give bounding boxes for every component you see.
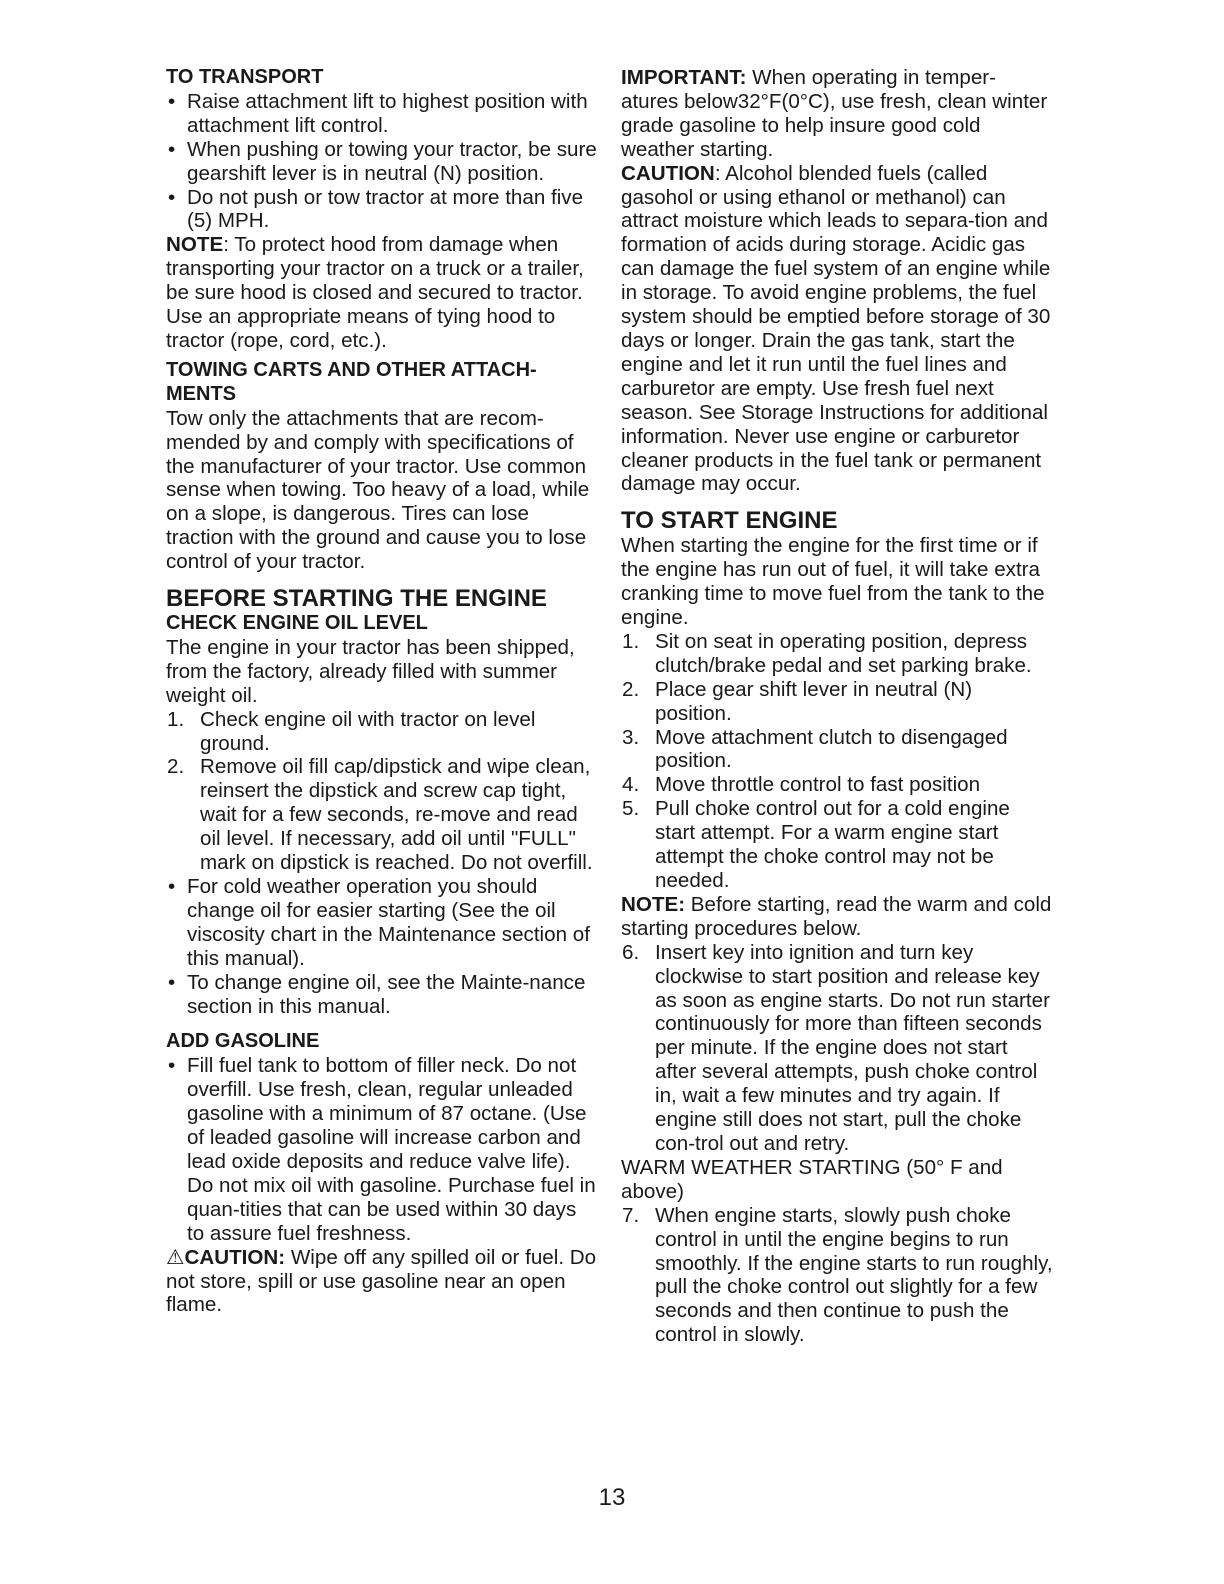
- page-number: 13: [598, 1484, 626, 1511]
- step-text: Check engine oil with tractor on level ground.: [200, 707, 536, 755]
- list-item: [621, 797, 1053, 893]
- transport-note: [166, 233, 598, 353]
- step-text: When engine starts, slowly push choke control in until the engine begins to run smoothly. If the engine starts to run roughly, pull the choke control out slightly for a few seconds and then continue to push the control in slowly.: [655, 1203, 1053, 1347]
- note-text: Before starting, read the warm and cold starting procedures below.: [621, 892, 1052, 940]
- gasoline-caution: [166, 1246, 598, 1318]
- step-text: Place gear shift lever in neutral (N) position.: [655, 677, 973, 725]
- check-oil-subheading: CHECK ENGINE OIL LEVEL: [166, 612, 428, 635]
- list-item: [621, 678, 1053, 726]
- caution-text: : Alcohol blended fuels (called gasohol or using ethanol or methanol) can attract moisture which leads to separa-tion and formation of acids during storage. Acidic gas can damage the fuel system of an engine while in storage. To avoid engine problems, the fuel system should be emptied before storage of 30 days or longer. Drain the gas tank, start the engine and let it run until the fuel lines and carburetor are empty. Use fresh fuel next season. See Storage Instructions for additional information. Never use engine or carburetor cleaner products in the fuel tank or permanent damage may occur.: [621, 161, 1051, 496]
- list-item: [621, 1204, 1053, 1347]
- step-text: Sit on seat in operating position, depress clutch/brake pedal and set parking brake.: [655, 629, 1032, 677]
- caution-label: CAUTION:: [184, 1245, 286, 1269]
- towing-text: Tow only the attachments that are recom-mended by and comply with specifications of the manufacturer of your tractor. Use common sense when towing. Too heavy of a load, while on a slope, is dangerous. Tires can lose traction with the ground and cause you to lose control of your tractor.: [166, 406, 590, 574]
- note-label: NOTE: [166, 233, 224, 257]
- step-number: 2.: [167, 755, 185, 779]
- list-item: [621, 726, 1053, 774]
- transport-bullets: [166, 90, 598, 233]
- step-number: 4.: [622, 773, 640, 797]
- list-item: [621, 941, 1053, 1156]
- note-label: NOTE:: [621, 892, 686, 916]
- start-engine-intro: When starting the engine for the first time or if the engine has run out of fuel, it will take extra cranking time to move fuel from the tank to the engine.: [621, 534, 1045, 630]
- warm-weather-heading: WARM WEATHER STARTING (50° F and above): [621, 1155, 1003, 1203]
- step-number: 1.: [622, 629, 640, 653]
- before-starting-section: [166, 586, 598, 1018]
- important-text: When operating in temper-atures below32°F(0°C), use fresh, clean winter grade gasoline to help insure good cold weather starting.: [621, 66, 1048, 161]
- start-engine-step6: [621, 941, 1053, 1156]
- start-engine-step7: [621, 1204, 1053, 1347]
- note-text: : To protect hood from damage when transporting your tractor on a truck or a trailer, be sure hood is closed and secured to tractor. Use an appropriate means of tying hood to tractor (rope, cord, etc.).: [166, 233, 584, 352]
- list-item: • Fill fuel tank to bottom of filler neck. Do not overfill. Use fresh, clean, regular unleaded gasoline with a minimum of 87 octane. (Use of leaded gasoline will increase carbon and lead oxide deposits and reduce valve life). Do not mix oil with gasoline. Purchase fuel in quan-tities that can be used within 30 days to assure fuel freshness.: [166, 1054, 598, 1245]
- important-label: IMPORTANT:: [621, 66, 747, 89]
- gasoline-section: [166, 1030, 598, 1317]
- list-item: • For cold weather operation you should change oil for easier starting (See the oil viscosity chart in the Maintenance section of this manual).: [166, 875, 598, 971]
- list-item: • Raise attachment lift to highest position with attachment lift control.: [166, 90, 598, 138]
- step-number: 3.: [622, 725, 640, 749]
- left-column: [166, 66, 598, 1317]
- alcohol-caution-paragraph: [621, 162, 1053, 497]
- gasoline-heading: ADD GASOLINE: [166, 1030, 320, 1053]
- caution-label: CAUTION: [621, 161, 715, 185]
- list-item: [621, 630, 1053, 678]
- list-item: [621, 773, 1053, 797]
- list-item: [166, 755, 598, 875]
- start-engine-note: [621, 893, 1053, 941]
- step-text: Remove oil fill cap/dipstick and wipe clean, reinsert the dipstick and screw cap tight, wait for a few seconds, re-move and read oil level. If necessary, add oil until "FULL" mark on dipstick is reached. Do not overfill.: [200, 755, 593, 875]
- list-item: [166, 708, 598, 756]
- start-engine-steps: [621, 630, 1053, 893]
- step-text: Move throttle control to fast position: [655, 773, 981, 797]
- step-text: Pull choke control out for a cold engine start attempt. For a warm engine start attempt the choke control may not be needed.: [655, 797, 1010, 892]
- important-paragraph: [621, 66, 1053, 162]
- list-item: • When pushing or towing your tractor, be sure gearshift lever is in neutral (N) position.: [166, 138, 598, 186]
- check-oil-steps: [166, 708, 598, 875]
- step-number: 5.: [622, 797, 640, 821]
- start-engine-heading: TO START ENGINE: [621, 507, 838, 535]
- towing-section: [166, 359, 598, 574]
- transport-heading: TO TRANSPORT: [166, 66, 324, 88]
- check-oil-intro: The engine in your tractor has been shipped, from the factory, already filled with summer weight oil.: [166, 635, 575, 707]
- right-column: [621, 66, 1053, 1347]
- gasoline-bullets: [166, 1054, 598, 1245]
- caution-text: Wipe off any spilled oil or fuel. Do not store, spill or use gasoline near an open flame.: [166, 1245, 597, 1317]
- step-text: Move attachment clutch to disengaged position.: [655, 725, 1008, 773]
- step-text: Insert key into ignition and turn key clockwise to start position and release key as soon as engine starts. Do not run starter continuously for more than fifteen seconds per minute. If the engine does not start after several attempts, push choke control in, wait a few minutes and try again. If engine still does not start, pull the choke con-trol out and retry.: [655, 940, 1050, 1155]
- step-number: 7.: [622, 1203, 640, 1227]
- list-item: • To change engine oil, see the Mainte-nance section in this manual.: [166, 971, 598, 1019]
- step-number: 2.: [622, 677, 640, 701]
- list-item: • Do not push or tow tractor at more than five (5) MPH.: [166, 186, 598, 234]
- step-number: 1.: [167, 707, 185, 731]
- before-starting-heading: BEFORE STARTING THE ENGINE: [166, 585, 547, 613]
- check-oil-bullets: [166, 875, 598, 1018]
- start-engine-section: [621, 508, 1053, 1347]
- warning-icon: ⚠: [166, 1245, 185, 1269]
- transport-section: [166, 66, 598, 353]
- step-number: 6.: [622, 940, 640, 964]
- towing-heading: TOWING CARTS AND OTHER ATTACH-MENTS: [166, 358, 537, 405]
